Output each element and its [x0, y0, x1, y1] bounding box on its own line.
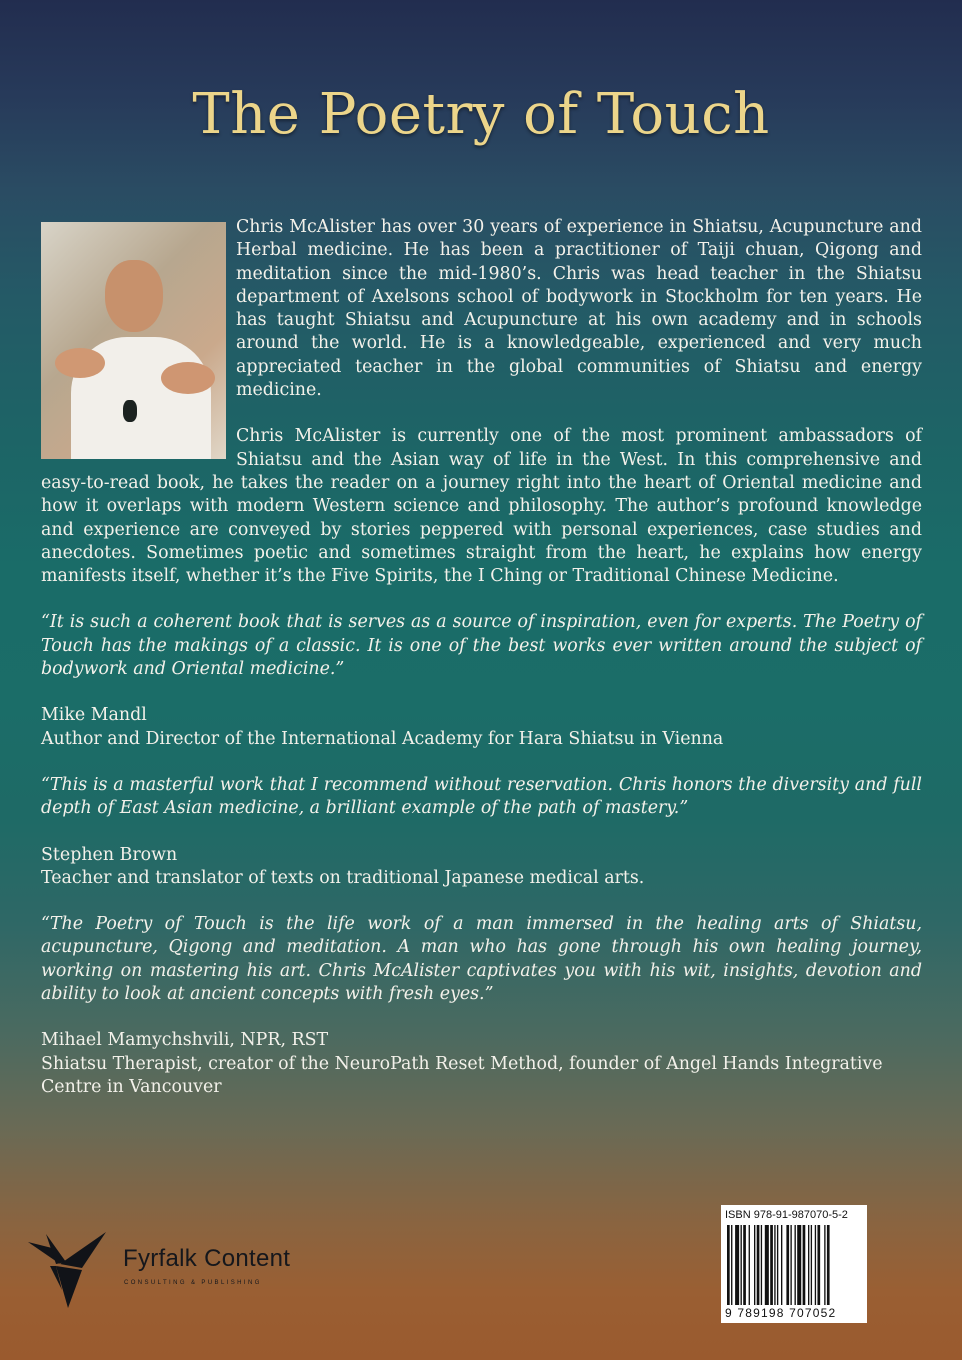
barcode-bar — [770, 1225, 773, 1305]
barcode-bar — [781, 1225, 782, 1305]
isbn-label: ISBN 978-91-987070-5-2 — [725, 1209, 848, 1221]
testimonial-author: Mihael Mamychshvili, NPR, RST — [41, 1030, 329, 1051]
ean-number: 9 789198 707052 — [725, 1306, 837, 1320]
book-title: The Poetry of Touch — [192, 82, 770, 147]
barcode-bar — [790, 1225, 791, 1305]
isbn-barcode — [721, 1205, 867, 1323]
testimonial-quote: “It is such a coherent book that is serves as a source of inspiration, even for experts. The Poetry of Touch has the makings of a classic. It is one of the best works ever written around the subject of bodywork and Oriental medicine.” — [41, 612, 922, 680]
barcode-bar — [803, 1225, 806, 1305]
barcode-bar — [741, 1225, 742, 1305]
barcode-bar — [774, 1225, 775, 1305]
barcode-bar — [731, 1225, 732, 1305]
barcode-bar — [761, 1225, 762, 1305]
barcode-bar — [795, 1225, 796, 1305]
barcode-bar — [797, 1225, 801, 1305]
origami-bird-icon — [26, 1228, 108, 1310]
barcode-bars — [727, 1225, 861, 1305]
testimonial-author: Mike Mandl — [41, 705, 147, 726]
testimonial-attribution — [41, 844, 922, 891]
testimonial-author-role: Shiatsu Therapist, creator of the NeuroPath Reset Method, founder of Angel Hands Integrative Centre in Vancouver — [41, 1053, 883, 1097]
barcode-bar — [777, 1225, 778, 1305]
author-bio: Chris McAlister has over 30 years of experience in Shiatsu, Acupuncture and Herbal medicine. He has been a practitioner of Taiji chuan, Qigong and meditation since the mid-1980’s. Chris was head teacher in the Shiatsu department of Axelsons school of bodywork in Stockholm for ten years. He has taught Shiatsu and Acupuncture at his own academy and in schools around the world. He is a knowledgeable, experienced and very much appreciated teacher in the global communities of Shiatsu and energy medicine. — [236, 217, 922, 401]
barcode-bar — [735, 1225, 739, 1305]
barcode-bar — [743, 1225, 746, 1305]
publisher-tagline: CONSULTING & PUBLISHING — [124, 1280, 262, 1286]
testimonial-attribution — [41, 704, 922, 751]
testimonial-author: Stephen Brown — [41, 844, 178, 865]
testimonial-attribution — [41, 1029, 922, 1099]
publisher-name: Fyrfalk Content — [123, 1245, 291, 1272]
barcode-bar — [808, 1225, 809, 1305]
barcode-bar — [727, 1225, 730, 1305]
barcode-bar — [757, 1225, 760, 1305]
barcode-bar — [754, 1225, 755, 1305]
barcode-bar — [811, 1225, 812, 1305]
barcode-bar — [817, 1225, 820, 1305]
barcode-bar — [749, 1225, 750, 1305]
barcode-bar — [827, 1225, 830, 1305]
cover-text — [41, 216, 922, 1122]
book-description: Chris McAlister is currently one of the most prominent ambassadors of Shiatsu and the Asian way of life in the West. In this comprehensive and easy-to-read book, he takes the reader on a journey right into the heart of Oriental medicine and how it overlaps with modern Western science and philosophy. The author’s profound knowledge and experience are conveyed by stories peppered with personal experiences, case studies and anecdotes. Sometimes poetic and sometimes straight from the heart, he explains how energy manifests itself, whether it’s the Five Spirits, the I Ching or Traditional Chinese Medicine. — [41, 426, 922, 587]
barcode-bar — [786, 1225, 789, 1305]
testimonial-quote: “This is a masterful work that I recommend without reservation. Chris honors the diversity and full depth of East Asian medicine, a brilliant example of the path of mastery.” — [41, 774, 922, 819]
barcode-bar — [824, 1225, 825, 1305]
publisher-logo — [26, 1228, 326, 1310]
testimonial-author-role: Author and Director of the International Academy for Hara Shiatsu in Vienna — [41, 728, 724, 749]
barcode-bar — [765, 1225, 769, 1305]
barcode-bar — [815, 1225, 816, 1305]
author-photo — [41, 222, 226, 459]
testimonial-author-role: Teacher and translator of texts on traditional Japanese medical arts. — [41, 867, 645, 888]
testimonial-quote: “The Poetry of Touch is the life work of a man immersed in the healing arts of Shiatsu, acupuncture, Qigong and meditation. A man who has gone through his own healing journey, working on mastering his art. Chris McAlister captivates you with his wit, insights, devotion and ability to look at ancient concepts with fresh eyes.” — [41, 914, 922, 1005]
